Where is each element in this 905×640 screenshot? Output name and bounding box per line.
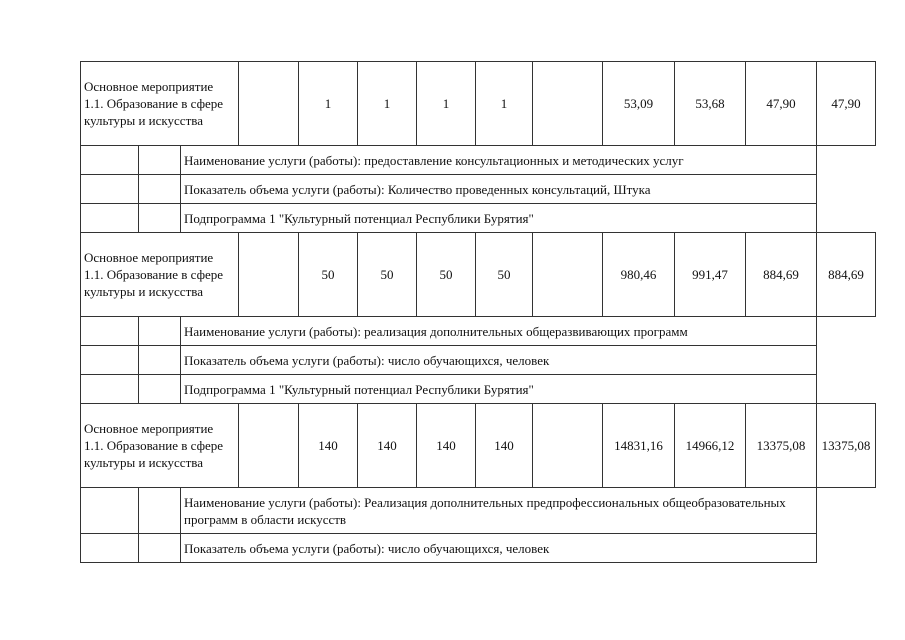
- cell-v8: 53,68: [675, 62, 746, 146]
- cell-v7: 980,46: [603, 233, 675, 317]
- cell-v6: [533, 404, 603, 488]
- cell-v2: 50: [299, 233, 358, 317]
- empty-cell: [139, 175, 181, 204]
- cell-v3: 1: [358, 62, 417, 146]
- cell-v7: 14831,16: [603, 404, 675, 488]
- activity-name: Основное мероприятие 1.1. Образование в сфере культуры и искусства: [81, 233, 239, 317]
- cell-v4: 50: [417, 233, 476, 317]
- cell-v5: 50: [476, 233, 533, 317]
- table-row-sub: [81, 204, 876, 233]
- cell-v2: 140: [299, 404, 358, 488]
- cell-v1: [239, 62, 299, 146]
- subprogram-title: Подпрограмма 1 "Культурный потенциал Республики Бурятия": [181, 204, 817, 233]
- empty-cell: [81, 175, 139, 204]
- table-row-sub: [81, 488, 876, 534]
- activity-name: Основное мероприятие 1.1. Образование в сфере культуры и искусства: [81, 62, 239, 146]
- empty-cell: [139, 146, 181, 175]
- cell-v10: 47,90: [817, 62, 876, 146]
- subprogram-title: Подпрограмма 1 "Культурный потенциал Республики Бурятия": [181, 375, 817, 404]
- cell-v9: 47,90: [746, 62, 817, 146]
- cell-v8: 991,47: [675, 233, 746, 317]
- empty-cell: [139, 346, 181, 375]
- cell-v1: [239, 404, 299, 488]
- empty-cell: [139, 204, 181, 233]
- table-row-main: [81, 233, 876, 317]
- cell-v5: 140: [476, 404, 533, 488]
- service-indicator: Показатель объема услуги (работы): число обучающихся, человек: [181, 534, 817, 563]
- empty-cell: [81, 534, 139, 563]
- empty-cell: [81, 204, 139, 233]
- empty-cell: [81, 375, 139, 404]
- cell-v1: [239, 233, 299, 317]
- activity-name: Основное мероприятие 1.1. Образование в сфере культуры и искусства: [81, 404, 239, 488]
- service-name: Наименование услуги (работы): Реализация дополнительных предпрофессиональных общеобразовательных программ в области искусств: [181, 488, 817, 534]
- table-row-sub: [81, 375, 876, 404]
- cell-v10: 884,69: [817, 233, 876, 317]
- empty-cell: [139, 317, 181, 346]
- cell-v5: 1: [476, 62, 533, 146]
- cell-v6: [533, 62, 603, 146]
- cell-v9: 884,69: [746, 233, 817, 317]
- cell-v9: 13375,08: [746, 404, 817, 488]
- table-row-sub: [81, 146, 876, 175]
- table-row-sub: [81, 317, 876, 346]
- empty-cell: [81, 346, 139, 375]
- service-name: Наименование услуги (работы): предоставление консультационных и методических услуг: [181, 146, 817, 175]
- table-row-sub: [81, 346, 876, 375]
- empty-cell: [139, 488, 181, 534]
- table-row-main: [81, 62, 876, 146]
- cell-v10: 13375,08: [817, 404, 876, 488]
- empty-cell: [81, 488, 139, 534]
- cell-v6: [533, 233, 603, 317]
- cell-v3: 140: [358, 404, 417, 488]
- table-row-sub: [81, 175, 876, 204]
- services-table: [80, 61, 876, 563]
- cell-v4: 140: [417, 404, 476, 488]
- service-indicator: Показатель объема услуги (работы): число обучающихся, человек: [181, 346, 817, 375]
- cell-v3: 50: [358, 233, 417, 317]
- cell-v8: 14966,12: [675, 404, 746, 488]
- service-indicator: Показатель объема услуги (работы): Количество проведенных консультаций, Штука: [181, 175, 817, 204]
- empty-cell: [139, 534, 181, 563]
- table-row-main: [81, 404, 876, 488]
- cell-v2: 1: [299, 62, 358, 146]
- cell-v7: 53,09: [603, 62, 675, 146]
- empty-cell: [81, 146, 139, 175]
- service-name: Наименование услуги (работы): реализация дополнительных общеразвивающих программ: [181, 317, 817, 346]
- table-row-sub: [81, 534, 876, 563]
- empty-cell: [81, 317, 139, 346]
- cell-v4: 1: [417, 62, 476, 146]
- empty-cell: [139, 375, 181, 404]
